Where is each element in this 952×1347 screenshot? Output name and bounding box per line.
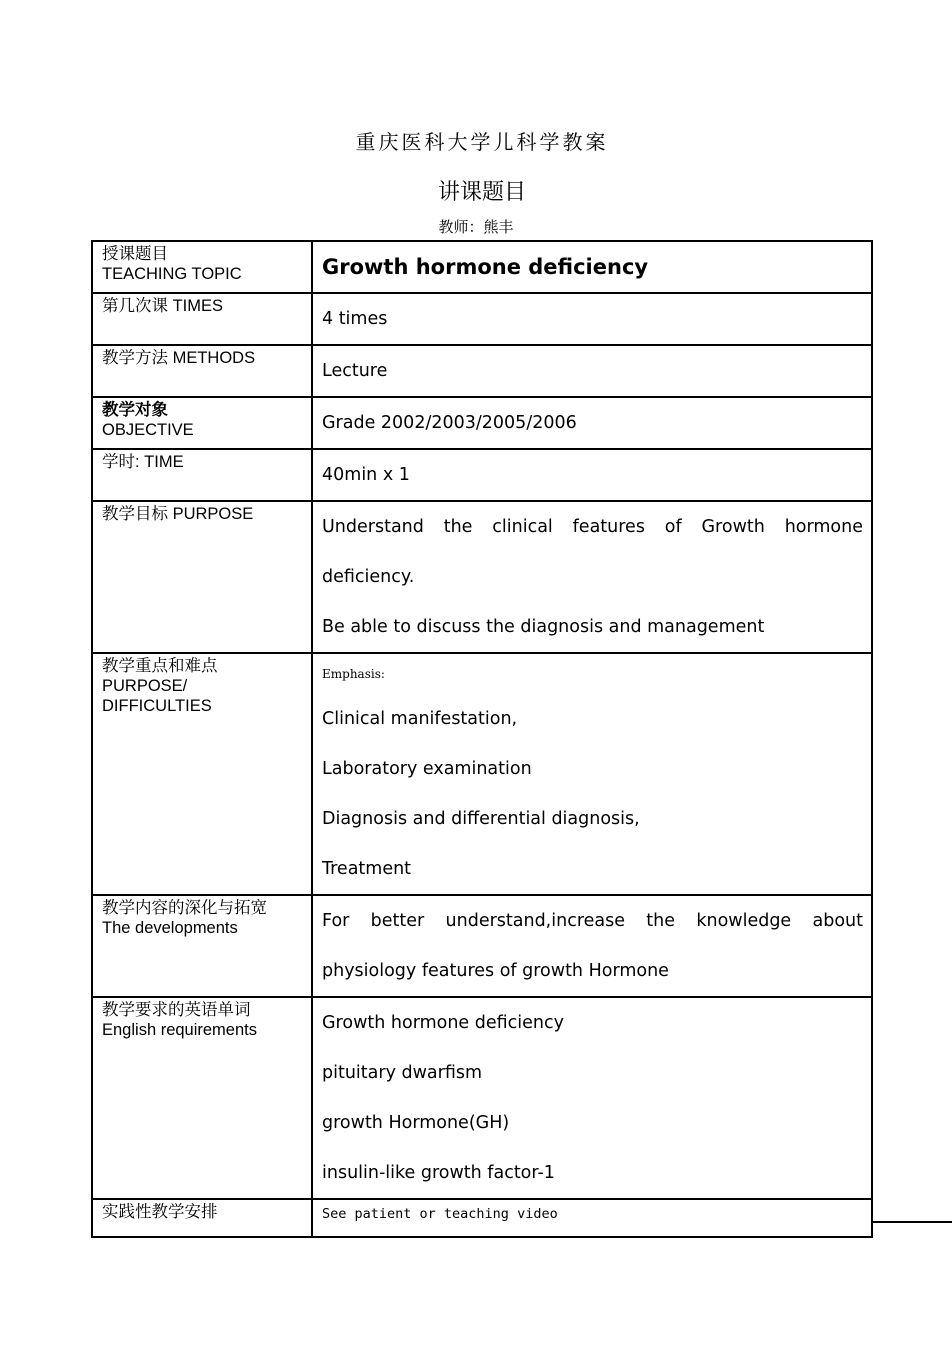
list-item: Growth hormone deficiency: [322, 1013, 564, 1033]
practice-label-cell: [92, 1199, 312, 1237]
english-label-cell: [92, 997, 312, 1199]
document-title: 重庆医科大学儿科学教案: [355, 130, 609, 154]
table-border-extension: [872, 1221, 952, 1223]
list-item: Clinical manifestation,: [322, 709, 518, 729]
topic-label-en: TEACHING TOPIC: [102, 265, 242, 283]
objective-label-cell: [92, 397, 312, 449]
topic-label-cell: [92, 241, 312, 293]
list-item: pituitary dwarfism: [322, 1063, 483, 1083]
objective-value: Grade 2002/2003/2005/2006: [322, 413, 577, 433]
practice-value-cell: [312, 1199, 872, 1237]
methods-value-cell: [312, 345, 872, 397]
table-row-practice: [92, 1199, 872, 1237]
table-row-methods: [92, 345, 872, 397]
time-value: 40min x 1: [322, 465, 410, 485]
table-row-english: [92, 997, 872, 1199]
teacher-line: 教师：熊丰: [438, 218, 514, 236]
developments-line: For better understand,increase the knowledge about: [322, 911, 863, 931]
lecture-subtitle: 讲课题目: [437, 180, 526, 205]
developments-label-cell: [92, 895, 312, 997]
practice-label: 实践性教学安排: [102, 1203, 218, 1221]
table-row-purpose: [92, 501, 872, 653]
table-row-difficulties: [92, 653, 872, 895]
topic-value: Growth hormone deficiency: [322, 255, 649, 279]
list-item: Laboratory examination: [322, 759, 532, 779]
list-item: Treatment: [322, 859, 412, 879]
list-item: Diagnosis and differential diagnosis,: [322, 809, 640, 829]
times-value-cell: [312, 293, 872, 345]
developments-label-en: The developments: [102, 919, 238, 937]
purpose-label-cell: [92, 501, 312, 653]
purpose-value-cell: [312, 501, 872, 653]
topic-value-cell: [312, 241, 872, 293]
english-label-en: English requirements: [102, 1021, 257, 1039]
times-label: 第几次课 TIMES: [102, 297, 224, 315]
list-item: growth Hormone(GH): [322, 1113, 510, 1133]
methods-label: 教学方法 METHODS: [102, 349, 256, 367]
developments-value-cell: [312, 895, 872, 997]
time-label-cell: [92, 449, 312, 501]
list-item: insulin-like growth factor-1: [322, 1163, 555, 1183]
english-value-cell: [312, 997, 872, 1199]
english-label-cn: 教学要求的英语单词: [102, 1001, 251, 1019]
time-value-cell: [312, 449, 872, 501]
objective-label-en: OBJECTIVE: [102, 421, 194, 439]
times-value: 4 times: [322, 309, 388, 329]
time-label: 学时: TIME: [102, 453, 184, 471]
times-label-cell: [92, 293, 312, 345]
methods-label-cell: [92, 345, 312, 397]
objective-value-cell: [312, 397, 872, 449]
difficulties-label-en: DIFFICULTIES: [102, 697, 212, 715]
difficulties-label-en: PURPOSE/: [102, 677, 188, 695]
methods-value: Lecture: [322, 361, 388, 381]
developments-label-cn: 教学内容的深化与拓宽: [102, 899, 267, 917]
table-row-developments: [92, 895, 872, 997]
table-row-objective: [92, 397, 872, 449]
topic-label-cn: 授课题目: [102, 245, 168, 263]
developments-line: physiology features of growth Hormone: [322, 961, 669, 981]
difficulties-label-cell: [92, 653, 312, 895]
objective-label-cn: 教学对象: [102, 401, 168, 419]
emphasis-label: Emphasis:: [322, 667, 385, 681]
purpose-label: 教学目标 PURPOSE: [102, 505, 254, 523]
lesson-plan-table: [91, 240, 873, 1238]
purpose-line: Be able to discuss the diagnosis and management: [322, 617, 765, 637]
difficulties-value-cell: [312, 653, 872, 895]
table-row-times: [92, 293, 872, 345]
difficulties-label-cn: 教学重点和难点: [102, 657, 218, 675]
practice-value: See patient or teaching video: [322, 1206, 558, 1222]
table-row-time: [92, 449, 872, 501]
purpose-line: Understand the clinical features of Growth hormone: [322, 517, 863, 537]
purpose-line: deficiency.: [322, 567, 415, 587]
table-row-topic: [92, 241, 872, 293]
